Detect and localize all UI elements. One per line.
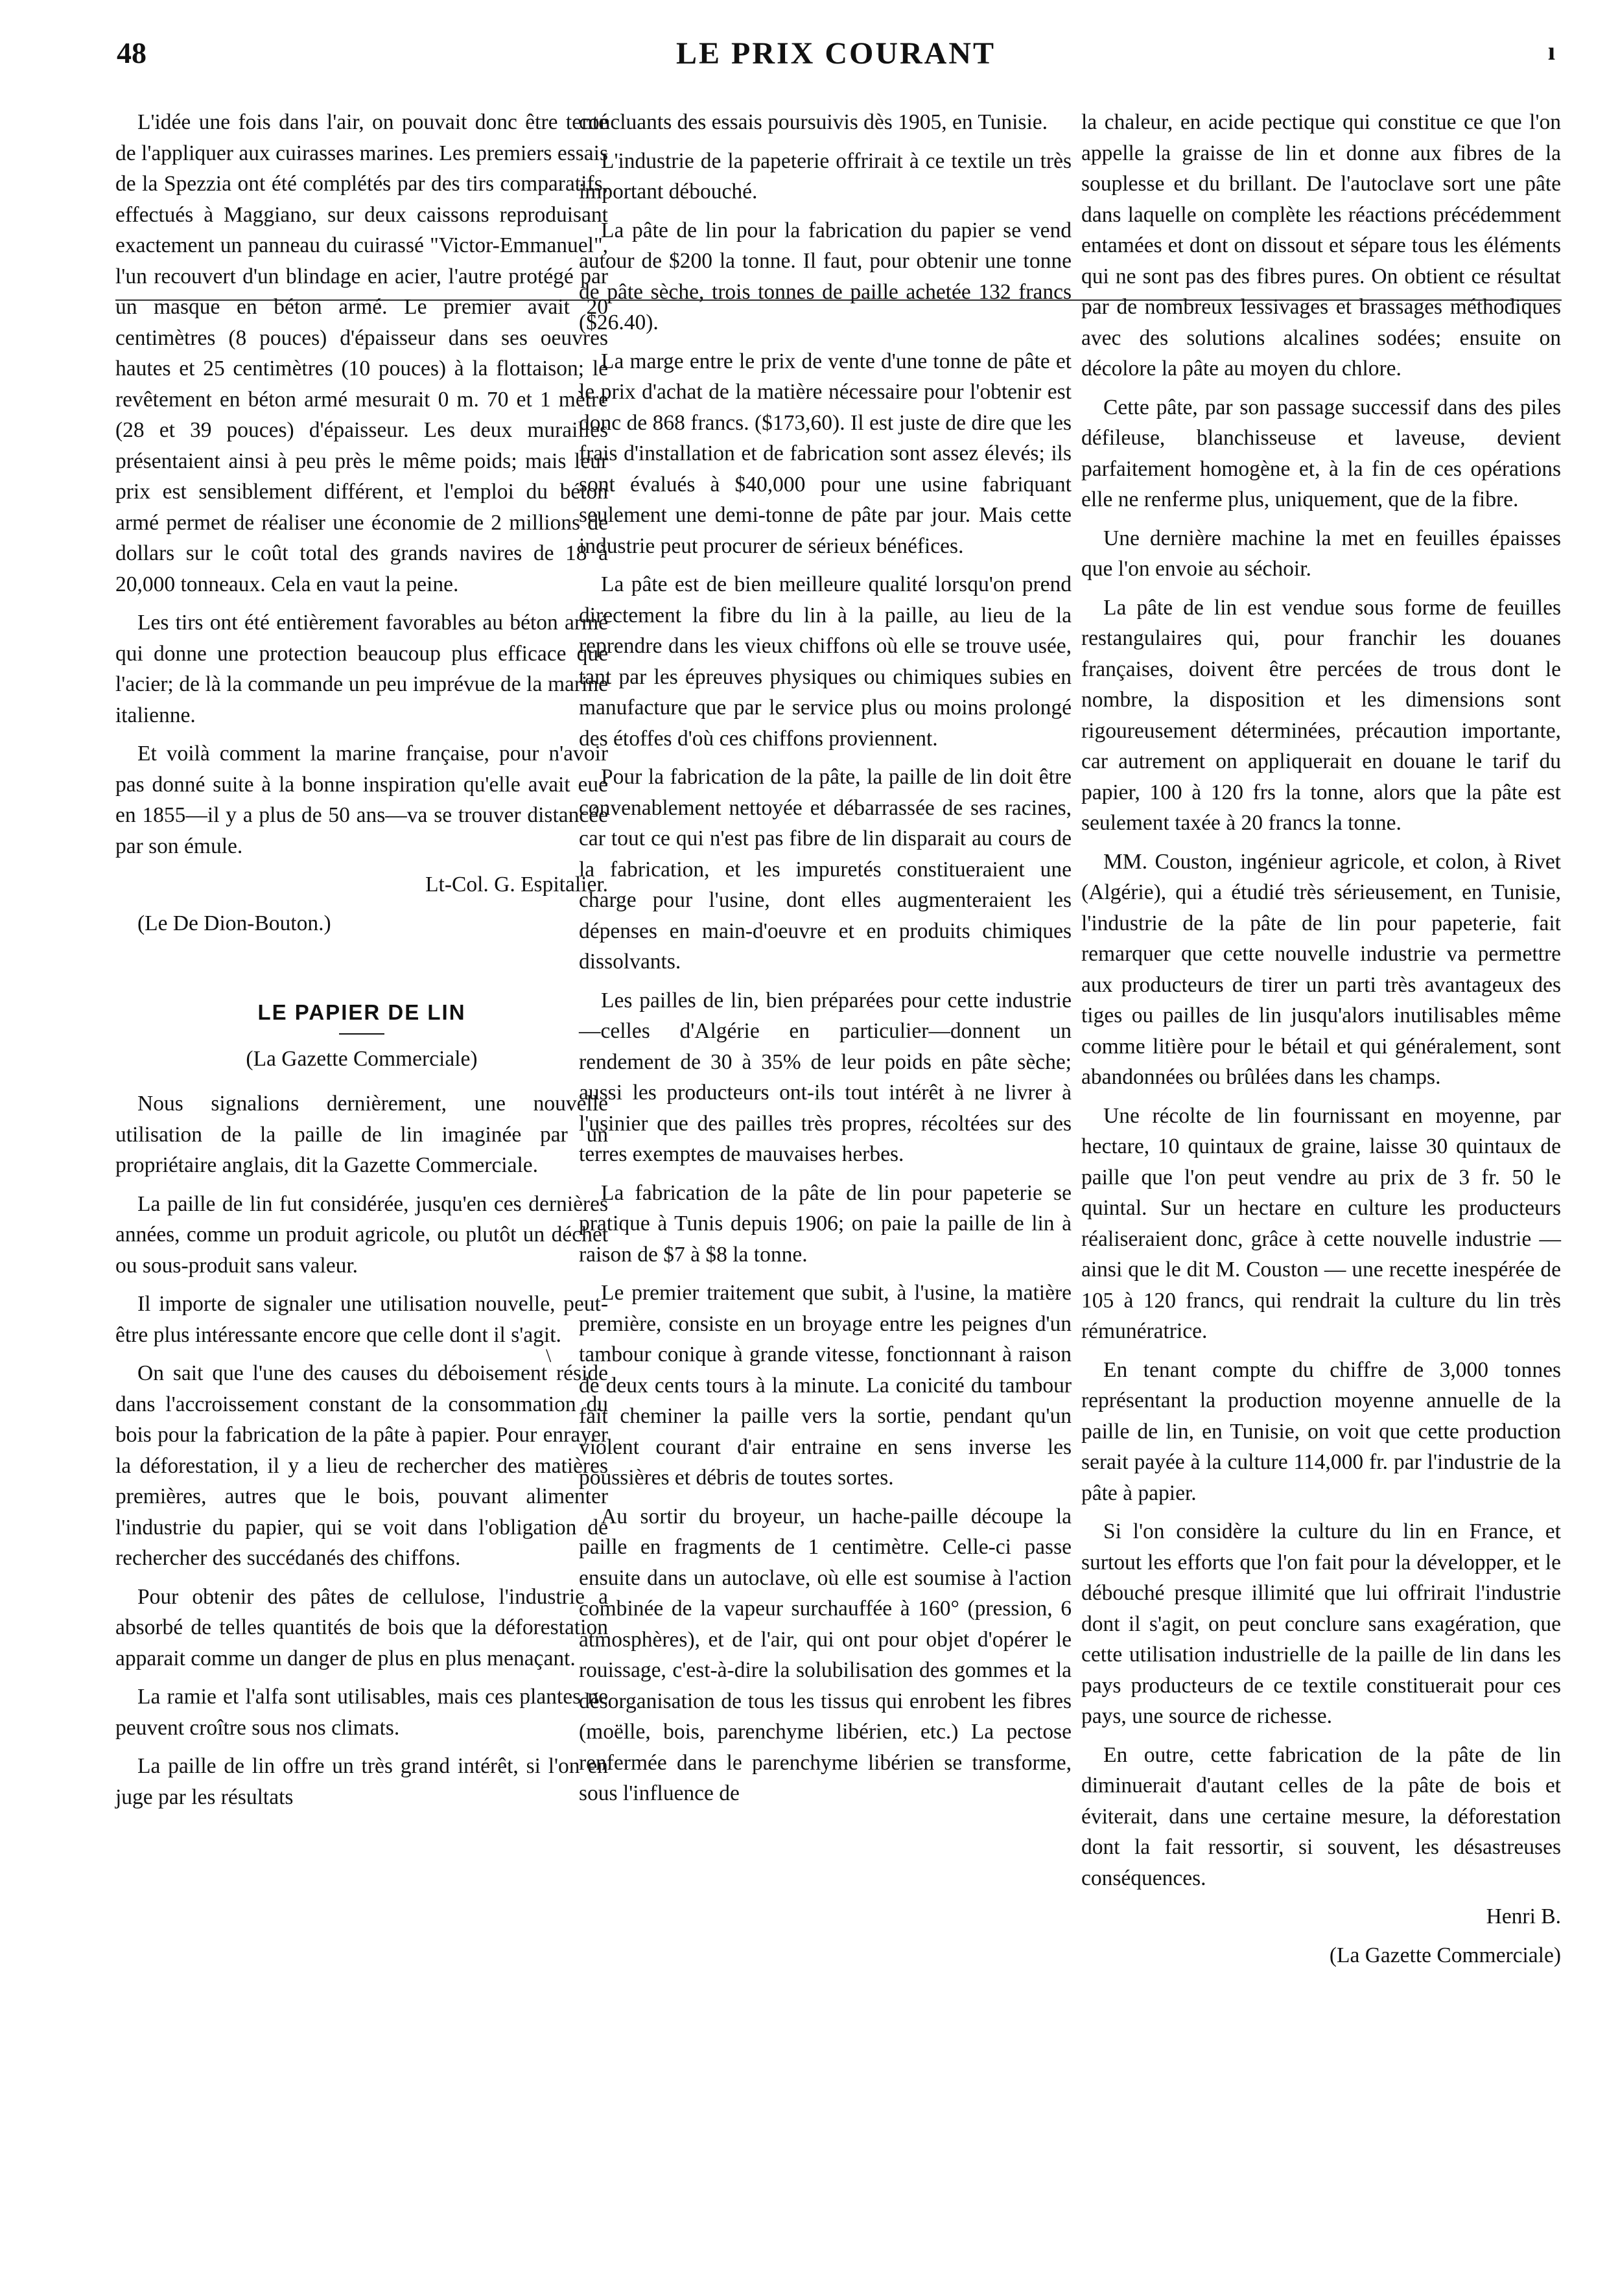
paragraph: La ramie et l'alfa sont utilisables, mais ces plantes ne peuvent croître sous nos climats. <box>115 1685 608 1740</box>
paragraph: MM. Couston, ingénieur agricole, et colon, à Rivet (Algérie), qui a étudié très sérieusement, en Tunisie, l'industrie de la pâte de lin pour papeterie, fait remarquer que cette nouvelle industrie va permettre aux producteurs de tirer un parti très avantageux des tiges ou pailles de lin jusqu'alors inutilisables même comme litière pour le bétail et qui généralement, sont abandonnées ou brûlées dans les champs. <box>1081 849 1561 1089</box>
paragraph: On sait que l'une des causes du déboisement réside dans l'accroissement constant de la consommation du bois pour la fabrication de la pâte à papier. Pour enrayer la déforestation, il y a lieu de rechercher des matières premières, autres que le bois, pouvant alimenter l'industrie du papier, qui se voit dans l'obligation de rechercher des succédanés des chiffons. <box>115 1361 608 1570</box>
edge-mark: ı <box>1547 36 1555 65</box>
paragraph: En outre, cette fabrication de la pâte de lin diminuerait d'autant celles de la pâte de bois et éviterait, dans une certaine mesure, la déforestation dont la fait ressortir, si souvent, les désastreuses conséquences. <box>1081 1742 1561 1890</box>
page-number: 48 <box>117 36 147 69</box>
column-3 <box>1081 107 1561 1978</box>
title-rule <box>339 1033 384 1035</box>
article-signature: Lt-Col. G. Espitalier. <box>425 873 608 896</box>
paragraph: Pour la fabrication de la pâte, la paille de lin doit être convenablement nettoyée et débarrassée de ses racines, car tout ce qui n'est pas fibre de lin disparait au cours de la fabrication, et les impuretés constitueraient une charge pour l'usine, dont elles augmenteraient les dépenses en main-d'oeuvre et en produits chimiques dissolvants. <box>579 765 1072 974</box>
paragraph: En tenant compte du chiffre de 3,000 tonnes représentant la production moyenne annuelle de la paille de lin, en Tunisie, on voit que cette production serait payée à la culture 114,000 fr. par l'industrie de la pâte à papier. <box>1081 1357 1561 1505</box>
article-beton-arme <box>115 107 608 939</box>
margin-mark: \ <box>546 1345 552 1366</box>
paragraph: La paille de lin offre un très grand intérêt, si l'on en juge par les résultats <box>115 1754 608 1809</box>
page-header <box>117 36 1555 81</box>
paragraph: Les tirs ont été entièrement favorables au béton armé qui donne une protection beaucoup plus efficace que l'acier; de là la commande un peu imprévue de la marine italienne. <box>115 611 608 727</box>
column-1 <box>115 107 608 1820</box>
paragraph: la chaleur, en acide pectique qui constitue ce que l'on appelle la graisse de lin et donne aux fibres de la souplesse et du brillant. De l'autoclave sort une pâte dans laquelle on complète les réactions précédemment entamées et dont on dissout et sépare tous les éléments qui ne sont pas des fibres pures. On obtient ce résultat par de nombreux lessivages et brassages méthodiques avec des solutions alcalines sodées; ensuite on décolore la pâte au moyen du chlore. <box>1081 110 1561 381</box>
paragraph: Cette pâte, par son passage successif dans des piles défileuse, blanchisseuse et laveuse, devient parfaitement homogène et, à la fin de ces opérations elle ne renferme plus, uniquement, que de la fibre. <box>1081 395 1561 511</box>
paragraph: La pâte de lin est vendue sous forme de feuilles restangulaires qui, pour franchir les douanes françaises, doivent être percées de trous dont le nombre, la disposition et les dimensions sont rigoureusement déterminées, précaution importante, car autrement on appliquerait en douane le tarif du papier, 100 à 120 frs la tonne, alors que la pâte est seulement taxée à 20 francs la tonne. <box>1081 595 1561 835</box>
section-source: (La Gazette Commerciale) <box>246 1046 478 1071</box>
paragraph: Et voilà comment la marine française, pour n'avoir pas donné suite à la bonne inspiration qu'elle avait eue en 1855—il y a plus de 50 ans—va se trouver distancée par son émule. <box>115 742 608 858</box>
paragraph: L'industrie de la papeterie offrirait à ce textile un très important débouché. <box>579 148 1072 204</box>
paragraph: L'idée une fois dans l'air, on pouvait donc être tenté de l'appliquer aux cuirasses marines. Les premiers essais de la Spezzia ont été complétés par des tirs comparatifs, effectués à Maggiano, sur deux caissons reproduisant exactement un panneau du cuirassé "Victor-Emmanuel", l'un recouvert d'un blindage en acier, l'autre protégé par un masque en béton armé. Le premier avait 20 centimètres (8 pouces) d'épaisseur dans ses oeuvres hautes et 25 centimètres (10 pouces) à la flottaison; le revêtement en béton armé mesurait 0 m. 70 et 1 mètre (28 et 39 pouces) d'épaisseur. Les deux murailles présentaient ainsi à peu près le même poids; mais leur prix est sensiblement différent, et l'emploi du béton armé permet de réaliser une économie de 2 millions de dollars sur le coût total des grands navires de 18 à 20,000 tonneaux. Cela en vaut la peine. <box>115 110 608 596</box>
paragraph: La paille de lin fut considérée, jusqu'en ces dernières années, comme un produit agricole, ou plutôt un déchet ou sous-produit sans valeur. <box>115 1191 608 1278</box>
paragraph: Il importe de signaler une utilisation nouvelle, peut-être plus intéressante encore que celle dont il s'agit. <box>115 1292 608 1347</box>
column-2 <box>579 107 1072 1817</box>
article-source: (Le De Dion-Bouton.) <box>137 911 331 935</box>
article-papier-de-lin-start <box>115 997 608 1812</box>
article-end-source: (La Gazette Commerciale) <box>1329 1943 1561 1967</box>
section-title: LE PAPIER DE LIN <box>257 1000 466 1024</box>
paragraph: Le premier traitement que subit, à l'usine, la matière première, consiste en un broyage entre les peignes d'un tambour conique à grande vitesse, fonctionnant à raison de deux cents tours à la minute. La conicité du tambour fait cheminer la paille vers la sortie, pendant qu'un violent courant d'air entraine en sens inverse les poussières et débris de toutes sortes. <box>579 1281 1072 1490</box>
paragraph: Pour obtenir des pâtes de cellulose, l'industrie a absorbé de telles quantités de bois que la déforestation apparait comme un danger de plus en plus menaçant. <box>115 1584 608 1670</box>
paragraph: La marge entre le prix de vente d'une tonne de pâte et le prix d'achat de la matière nécessaire pour l'obtenir est donc de 868 francs. ($173,60). Il est juste de dire que les frais d'installation et de fabrication sont assez élevés; ils sont évalués à $40,000 pour une usine fabriquant seulement une demi-tonne de pâte par jour. Mais cette industrie peut procurer de sérieux bénéfices. <box>579 349 1072 558</box>
masthead-title: LE PRIX COURANT <box>675 36 996 71</box>
paragraph: Une dernière machine la met en feuilles épaisses que l'on envoie au séchoir. <box>1081 526 1561 581</box>
paragraph: La pâte est de bien meilleure qualité lorsqu'on prend directement la fibre du lin à la paille, au lieu de la reprendre dans les vieux chiffons où elle se trouve usée, tant par les épreuves physiques ou chimiques subies en manufacture que par le service plus ou moins prolongé des étoffes d'où ces chiffons proviennent. <box>579 572 1072 751</box>
paragraph: Les pailles de lin, bien préparées pour cette industrie—celles d'Algérie en particulier—donnent un rendement de 30 à 35% de leur poids en pâte sèche; aussi les producteurs ont-ils tout intérêt à ne livrer à l'usinier que des pailles très propres, récoltées sur des terres exemptes de mauvaises herbes. <box>579 988 1072 1166</box>
paragraph: La fabrication de la pâte de lin pour papeterie se pratique à Tunis depuis 1906; on paie la paille de lin à raison de $7 à $8 la tonne. <box>579 1180 1072 1267</box>
paragraph: Si l'on considère la culture du lin en France, et surtout les efforts que l'on fait pour la développer, et le débouché presque illimité que lui offrirait l'industrie dont il s'agit, on peut conclure sans exagération, que cette utilisation industrielle de la paille de lin dans les pays producteurs de ce textile constituerait pour ces pays, une source de richesse. <box>1081 1519 1561 1728</box>
paragraph: concluants des essais poursuivis dès 1905, en Tunisie. <box>579 110 1048 134</box>
paragraph: Nous signalions dernièrement, une nouvelle utilisation de la paille de lin imaginée par un propriétaire anglais, dit la Gazette Commerciale. <box>115 1092 608 1177</box>
paragraph: La pâte de lin pour la fabrication du papier se vend autour de $200 la tonne. Il faut, pour obtenir une tonne de pâte sèche, trois tonnes de paille achetée 132 francs ($26.40). <box>579 218 1072 334</box>
article-signature: Henri B. <box>1486 1904 1561 1928</box>
paragraph: Au sortir du broyeur, un hache-paille découpe la paille en fragments de 1 centimètre. Celle-ci passe ensuite dans un autoclave, où elle est soumise à l'action combinée de la vapeur surchauffée à 160° (pression, 6 atmosphères), et de l'air, qui ont pour objet d'opérer le rouissage, c'est-à-dire la solubilisation des gommes et la désorganisation de tous les tissus qui enrobent les fibres (moëlle, bois, parenchyme libérien, etc.) La pectose renfermée dans le parenchyme libérien se transforme, sous l'influence de <box>579 1504 1072 1805</box>
paragraph: Une récolte de lin fournissant en moyenne, par hectare, 10 quintaux de graine, laisse 30 quintaux de paille que l'on peut vendre au prix de 3 fr. 50 le quintal. Sur un hectare en culture les producteurs réaliseraient donc, grâce à cette nouvelle industrie — ainsi que le dit M. Couston — une recette inespérée de 105 à 120 francs, qui rendrait la culture du lin très rémunératrice. <box>1081 1103 1561 1343</box>
